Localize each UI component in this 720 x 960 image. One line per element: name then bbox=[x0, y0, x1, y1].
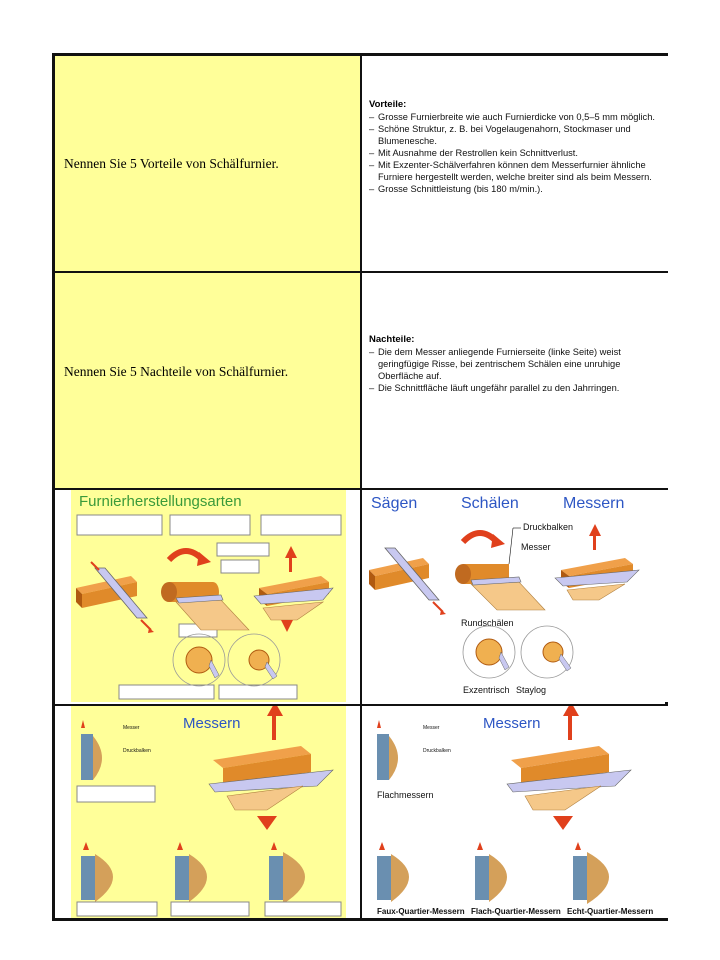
answer-vorteile-item: – Mit Exzenter-Schälverfahren können dem Messerfurnier ähnliche Furniere hergestellt werden, welche breiter sind als beim Messern. bbox=[369, 159, 665, 183]
flashcard-sheet bbox=[52, 53, 668, 921]
label-druckbalken: Druckbalken bbox=[523, 522, 574, 532]
label-messer: Messer bbox=[423, 725, 440, 731]
label-saegen: Sägen bbox=[371, 495, 418, 512]
column-divider bbox=[360, 56, 362, 918]
blank-answer-box[interactable] bbox=[77, 786, 155, 802]
row-divider bbox=[55, 488, 665, 490]
label-messer: Messer bbox=[123, 725, 140, 731]
label-echt-quartier: Echt-Quartier-Messern bbox=[567, 907, 654, 916]
figure-title: Furnierherstellungsarten bbox=[79, 493, 242, 510]
blank-answer-box[interactable] bbox=[217, 543, 269, 556]
answer-nachteile-title: Nachteile: bbox=[369, 334, 415, 345]
messern-diagram-blank bbox=[71, 706, 346, 918]
furnier-methods-diagram-labelled bbox=[363, 490, 668, 702]
messern-title: Messern bbox=[483, 715, 541, 732]
furnier-methods-diagram-blank bbox=[71, 490, 346, 702]
answer-nachteile-item: – Die dem Messer anliegende Furnierseite (linke Seite) weist geringfügige Risse, bei zentrischem Schälen eine unruhige Oberfläche auf. bbox=[369, 346, 665, 382]
answer-cell-nachteile bbox=[363, 273, 668, 488]
blank-answer-box[interactable] bbox=[171, 902, 249, 916]
answer-vorteile-list bbox=[369, 111, 665, 195]
answer-cell-vorteile bbox=[363, 56, 668, 271]
blank-answer-box[interactable] bbox=[219, 685, 297, 699]
question-nachteile: Nennen Sie 5 Nachteile von Schälfurnier. bbox=[64, 364, 289, 379]
answer-nachteile-item: – Die Schnittfläche läuft ungefähr parallel zu den Jahrringen. bbox=[369, 382, 665, 394]
blank-answer-box[interactable] bbox=[119, 685, 214, 699]
label-staylog: Staylog bbox=[516, 685, 547, 695]
question-vorteile: Nennen Sie 5 Vorteile von Schälfurnier. bbox=[64, 156, 279, 171]
label-exzentrisch: Exzentrisch bbox=[463, 685, 510, 695]
label-messern: Messern bbox=[563, 495, 625, 512]
blank-answer-box[interactable] bbox=[265, 902, 341, 916]
label-druckbalken: Druckbalken bbox=[123, 748, 151, 754]
label-flachmessern: Flachmessern bbox=[377, 790, 434, 800]
messern-diagram-labelled bbox=[363, 706, 668, 918]
label-druckbalken: Druckbalken bbox=[423, 748, 451, 754]
blank-answer-box[interactable] bbox=[77, 515, 162, 535]
question-cell-nachteile bbox=[55, 273, 360, 488]
blank-answer-box[interactable] bbox=[221, 560, 259, 573]
messern-title: Messern bbox=[183, 715, 241, 732]
label-schaelen: Schälen bbox=[461, 495, 519, 512]
answer-nachteile-list bbox=[369, 346, 665, 394]
blank-answer-box[interactable] bbox=[261, 515, 341, 535]
row-divider bbox=[55, 271, 665, 273]
answer-vorteile-item: – Grosse Furnierbreite wie auch Furnierdicke von 0,5–5 mm möglich. bbox=[369, 111, 665, 123]
figure-messern-blank bbox=[71, 706, 346, 918]
answer-vorteile-item: – Mit Ausnahme der Restrollen kein Schnittverlust. bbox=[369, 147, 665, 159]
blank-answer-box[interactable] bbox=[77, 902, 157, 916]
blank-answer-box[interactable] bbox=[170, 515, 250, 535]
answer-vorteile-item: – Grosse Schnittleistung (bis 180 m/min.). bbox=[369, 183, 665, 195]
label-rundschaelen: Rundschälen bbox=[461, 618, 514, 628]
label-faux-quartier: Faux-Quartier-Messern bbox=[377, 907, 465, 916]
figure-furnierherstellung-labelled bbox=[363, 490, 668, 702]
answer-vorteile-item: – Schöne Struktur, z. B. bei Vogelaugenahorn, Stockmaser und Blumenesche. bbox=[369, 123, 665, 147]
row-divider bbox=[55, 704, 665, 706]
answer-vorteile-title: Vorteile: bbox=[369, 99, 407, 110]
label-flach-quartier: Flach-Quartier-Messern bbox=[471, 907, 561, 916]
question-cell-vorteile bbox=[55, 56, 360, 271]
figure-furnierherstellung-blank bbox=[71, 490, 346, 702]
figure-messern-labelled bbox=[363, 706, 668, 918]
label-messer: Messer bbox=[521, 542, 551, 552]
